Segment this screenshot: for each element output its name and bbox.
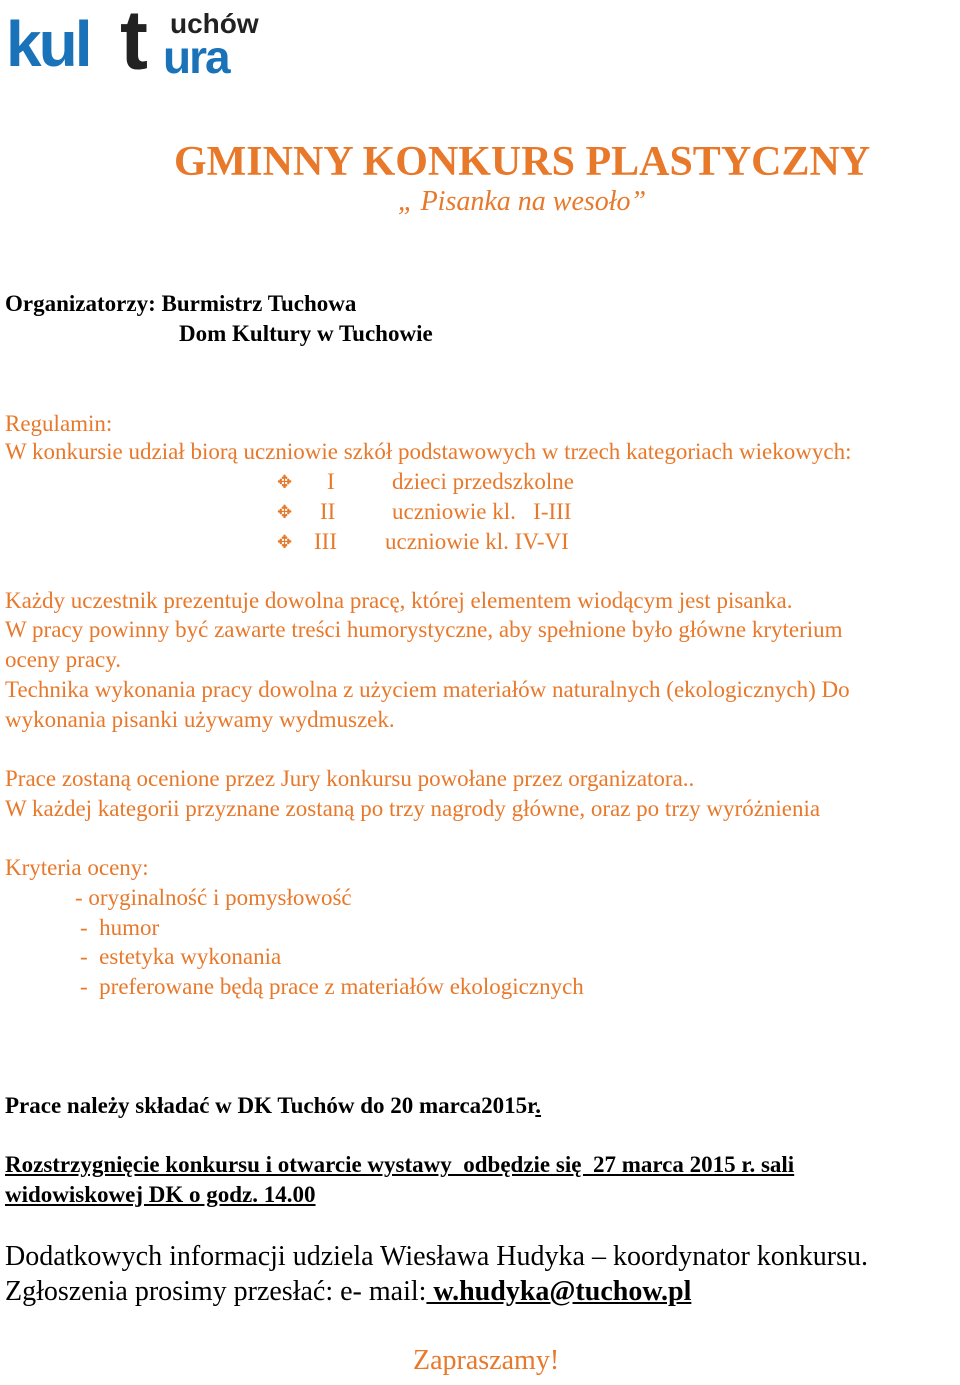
email-prefix: Zgłoszenia prosimy przesłać: e- mail: (5, 1276, 427, 1307)
logo-text-ura: ura (163, 31, 229, 83)
info-line: Dodatkowych informacji udziela Wiesława Hudyka – koordynator konkursu. (5, 1241, 869, 1272)
regulamin-intro: W konkursie udział biorą uczniowie szkół podstawowych w trzech kategoriach wiekowych: (5, 439, 852, 464)
page-subtitle: „ Pisanka na wesoło” (398, 186, 647, 217)
category-desc: uczniowie kl. I-III (392, 499, 572, 524)
regulamin-paragraph: Technika wykonania pracy dowolna z użyciem materiałów naturalnych (ekologicznych) Do (5, 677, 850, 702)
organizers-label: Organizatorzy: Burmistrz Tuchowa (5, 291, 357, 316)
result-line: Rozstrzygnięcie konkursu i otwarcie wystawy odbędzie się 27 marca 2015 r. sali (5, 1152, 795, 1177)
deadline-dot: . (535, 1093, 542, 1118)
criteria-item: - humor (80, 915, 160, 940)
criteria-item: - estetyka wykonania (80, 944, 282, 969)
regulamin-paragraph: Każdy uczestnik prezentuje dowolna pracę, której elementem wiodącym jest pisanka. (5, 588, 793, 613)
info-line (5, 1276, 691, 1308)
regulamin-paragraph: W każdej kategorii przyznane zostaną po trzy nagrody główne, oraz po trzy wyróżnienia (5, 796, 821, 821)
logo-text-kul: kul (6, 8, 90, 80)
kultura-logo (6, 0, 281, 87)
criteria-heading: Kryteria oceny: (5, 855, 149, 880)
deadline-main: Prace należy składać w DK Tuchów do 20 marca2015r (5, 1093, 536, 1118)
diamond-bullet-icon: ✥ (277, 502, 293, 523)
criteria-item: - oryginalność i pomysłowość (75, 885, 352, 910)
deadline-text (5, 1093, 541, 1119)
category-desc: dzieci przedszkolne (392, 469, 574, 494)
regulamin-paragraph: W pracy powinny być zawarte treści humorystyczne, aby spełnione było główne kryterium (5, 617, 843, 642)
page-title: GMINNY KONKURS PLASTYCZNY (174, 139, 871, 185)
logo-text-uchow: uchów (170, 8, 259, 39)
category-desc: uczniowie kl. IV-VI (385, 529, 569, 554)
diamond-bullet-icon: ✥ (277, 472, 293, 493)
category-num: II (320, 499, 336, 524)
organizers-line2: Dom Kultury w Tuchowie (179, 321, 433, 346)
diamond-bullet-icon: ✥ (277, 532, 293, 553)
regulamin-paragraph: oceny pracy. (5, 647, 121, 672)
result-line: widowiskowej DK o godz. 14.00 (5, 1182, 316, 1207)
category-num: I (327, 469, 335, 494)
criteria-item: - preferowane będą prace z materiałów ekologicznych (80, 974, 584, 999)
email-link[interactable]: w.hudyka@tuchow.pl (426, 1276, 692, 1307)
regulamin-heading: Regulamin: (5, 411, 113, 436)
logo-text-t: t (120, 0, 148, 87)
regulamin-paragraph: Prace zostaną ocenione przez Jury konkursu powołane przez organizatora.. (5, 766, 695, 791)
category-num: III (314, 529, 337, 554)
closing-text: Zapraszamy! (413, 1345, 560, 1376)
regulamin-paragraph: wykonania pisanki używamy wydmuszek. (5, 707, 395, 732)
